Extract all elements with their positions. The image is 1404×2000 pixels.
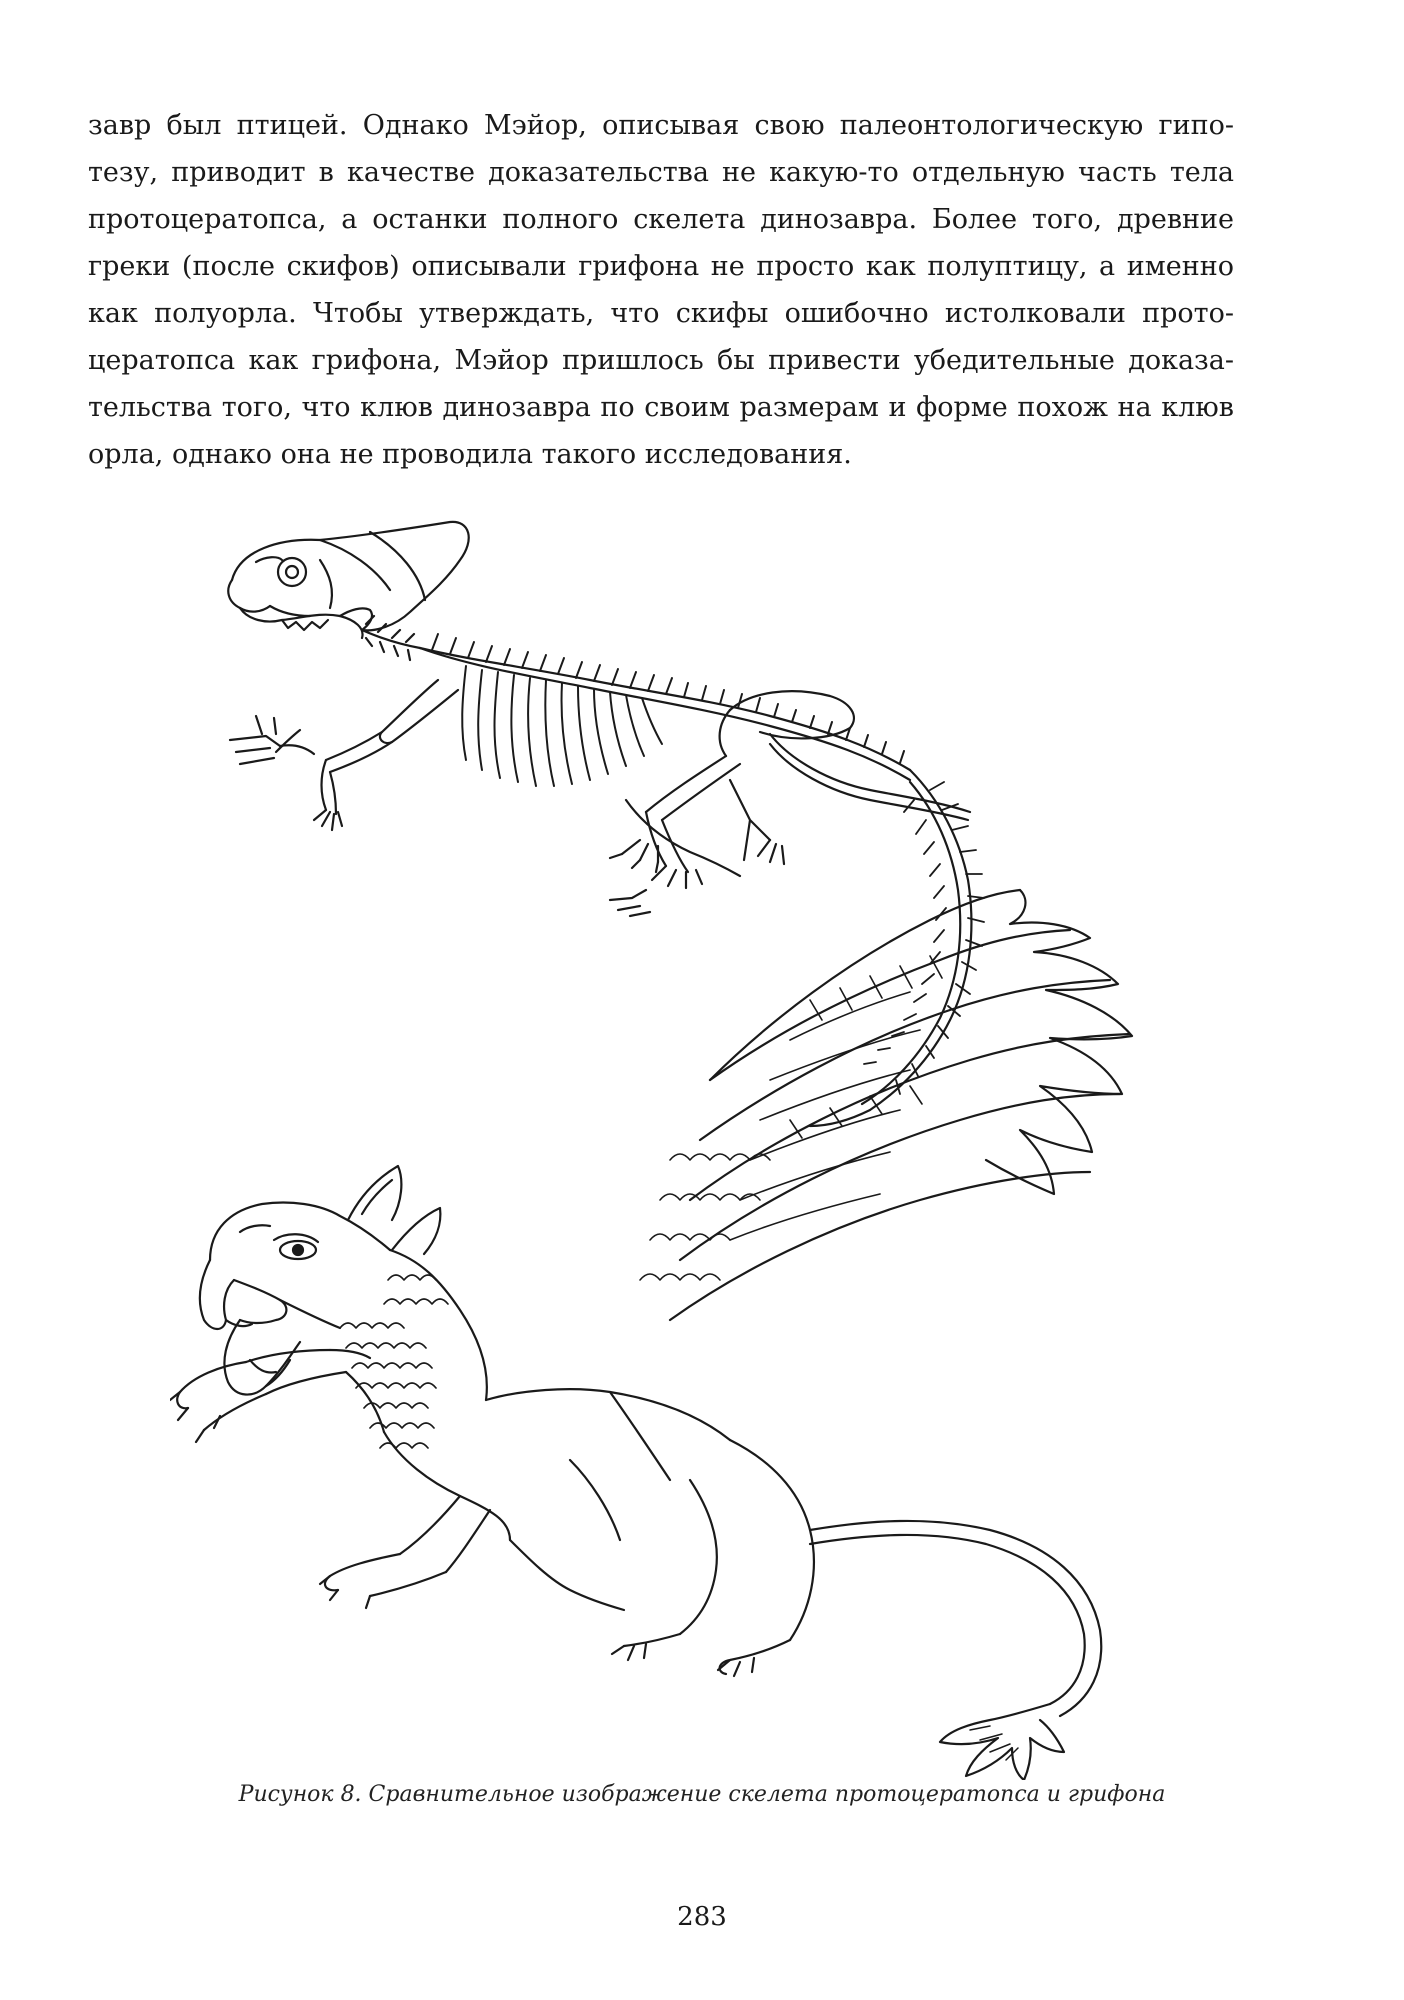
text-line: протоцератопса, а останки полного скелета динозавра. Более того, древние <box>88 204 1234 235</box>
body-paragraph <box>88 102 1234 478</box>
figure-illustration <box>170 520 1250 1780</box>
griffin-drawing <box>170 890 1132 1780</box>
text-line: тезу, приводит в качестве доказательства не какую-то отдельную часть тела <box>88 157 1234 188</box>
text-line: как полуорла. Чтобы утверждать, что скифы ошибочно истолковали прото- <box>88 298 1234 329</box>
text-line: греки (после скифов) описывали грифона не просто как полуптицу, а именно <box>88 251 1234 282</box>
protoceratops-skeleton-drawing <box>228 522 984 1126</box>
text-line: тельства того, что клюв динозавра по своим размерам и форме похож на клюв <box>88 392 1234 423</box>
text-line: цератопса как грифона, Мэйор пришлось бы привести убедительные доказа- <box>88 345 1234 376</box>
page-number: 283 <box>677 1902 727 1932</box>
figure-caption: Рисунок 8. Сравнительное изображение скелета протоцератопса и грифона <box>238 1782 1166 1807</box>
text-line: орла, однако она не проводила такого исследования. <box>88 439 852 470</box>
text-line: завр был птицей. Однако Мэйор, описывая свою палеонтологическую гипо- <box>88 110 1234 141</box>
